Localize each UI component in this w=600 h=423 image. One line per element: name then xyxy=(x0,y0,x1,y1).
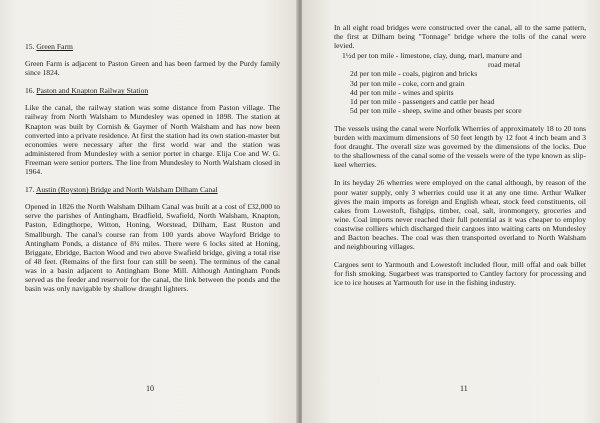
paragraph: In its heyday 26 wherries were employed on the canal although, by reason of the poor water supply, only 3 wherries could use it at any one time. Arthur Walker gives the main imports as foreign and English wheat, stock feed constituents, oil cakes from Lowestoft, fishgips, timber, coal, salt, ironmongery, groceries and wine. Coal imports never reached their full potential as it was cheaper to employ coastwise colliers which discharged their cargoes into waiting carts on Mundesley and Bacton beaches. The coal was then transported overland to North Walsham and neighbouring villages. xyxy=(334,178,586,252)
toll-item: 5d per ton mile - sheep, swine and other beasts per score xyxy=(350,105,522,115)
page-number: 10 xyxy=(146,384,154,393)
toll-item: road metal xyxy=(488,60,521,70)
left-page-text xyxy=(25,42,280,302)
section-number: 15. xyxy=(25,42,35,51)
left-page xyxy=(0,0,298,423)
right-page xyxy=(302,0,600,423)
toll-item: 1½d per ton mile - limestone, clay, dung, marl, manure and xyxy=(342,51,522,61)
paragraph: Cargoes sent to Yarmouth and Lowestoft included flour, mill offal and oak billet for fish smoking. Sugarbeet was transported to Cantley factory for processing and ice to ice houses at Yarmouth for use in the fishing industry. xyxy=(334,260,586,288)
paragraph: The vessels using the canal were Norfolk Wherries of approximately 18 to 20 tons burden with maximum dimensions of 50 feet length by 12 foot 4 inch beam and 3 foot draught. The overall size was governed by the dimensions of the locks. Due to the shallowness of the canal some of the vessels were of the type known as slip-keel wherries. xyxy=(334,123,586,170)
paragraph: Like the canal, the railway station was some distance from Paston village. The railway from North Walsham to Mundesley was opened in 1898. The station at Knapton was built by Cornish & Gaymer of North Walsham and has now been converted into a private residence. At first the station had its own station-master but economies were necessary after the first world war and the station was administered from Mundesley with a senior porter in charge. Elija Coe and W. G. Freeman were senior porters. The line from Mundesley to North Walsham closed in 1964. xyxy=(25,103,280,177)
section-number: 17. xyxy=(25,185,35,195)
section-number: 16. xyxy=(25,86,35,96)
section-heading-green-farm xyxy=(25,42,280,51)
toll-item: 3d per ton mile - coke, corn and grain xyxy=(350,78,465,88)
section-title: Green Farm xyxy=(36,42,73,51)
paragraph: Green Farm is adjacent to Paston Green and has been farmed by the Purdy family since 1824. xyxy=(25,59,280,78)
toll-list xyxy=(334,51,586,115)
page-number: 11 xyxy=(460,384,468,393)
toll-item: 1d per ton mile - passengers and cattle per head xyxy=(350,96,495,106)
toll-item: 4d per ton mile - wines and spirits xyxy=(350,87,454,97)
right-page-text xyxy=(334,23,586,296)
toll-item: 2d per ton mile - coals, pigiron and bricks xyxy=(350,69,478,79)
section-heading-railway-station xyxy=(25,86,280,95)
section-title: Austin (Royston) Bridge and North Walsham Dilham Canal xyxy=(35,185,218,195)
section-heading-canal xyxy=(25,185,280,194)
paragraph: In all eight road bridges were constructed over the canal, all to the same pattern, the first at Dilham being "Tonnage" bridge where the tolls of the canal were levied. xyxy=(334,23,586,51)
section-title: Paston and Knapton Railway Station xyxy=(36,86,149,96)
paragraph: Opened in 1826 the North Walsham Dilham Canal was built at a cost of £32,000 to serve the parishes of Antingham, Bradfield, Swafield, North Walsham, Knapton, Paston, Edingthorpe, Witton, Honing, Worstead, Dilham, East Ruston and Smallburgh. The canal's course ran from 100 yards above Wayford Bridge to Antingham Ponds, a distance of 8¾ miles. There were 6 locks sited at Honing, Briggate, Ebridge, Bacton Wood and two above Swafield bridge, giving a total rise of 48 feet. (Remains of the first four can still be seen). The terminus of the canal was in a basin adjacent to Antingham Bone Mill. Although Antingham Ponds served as the feeder and reservoir for the canal, the link between the ponds and the basin was only navigable by shallow draught lighters. xyxy=(25,202,280,294)
